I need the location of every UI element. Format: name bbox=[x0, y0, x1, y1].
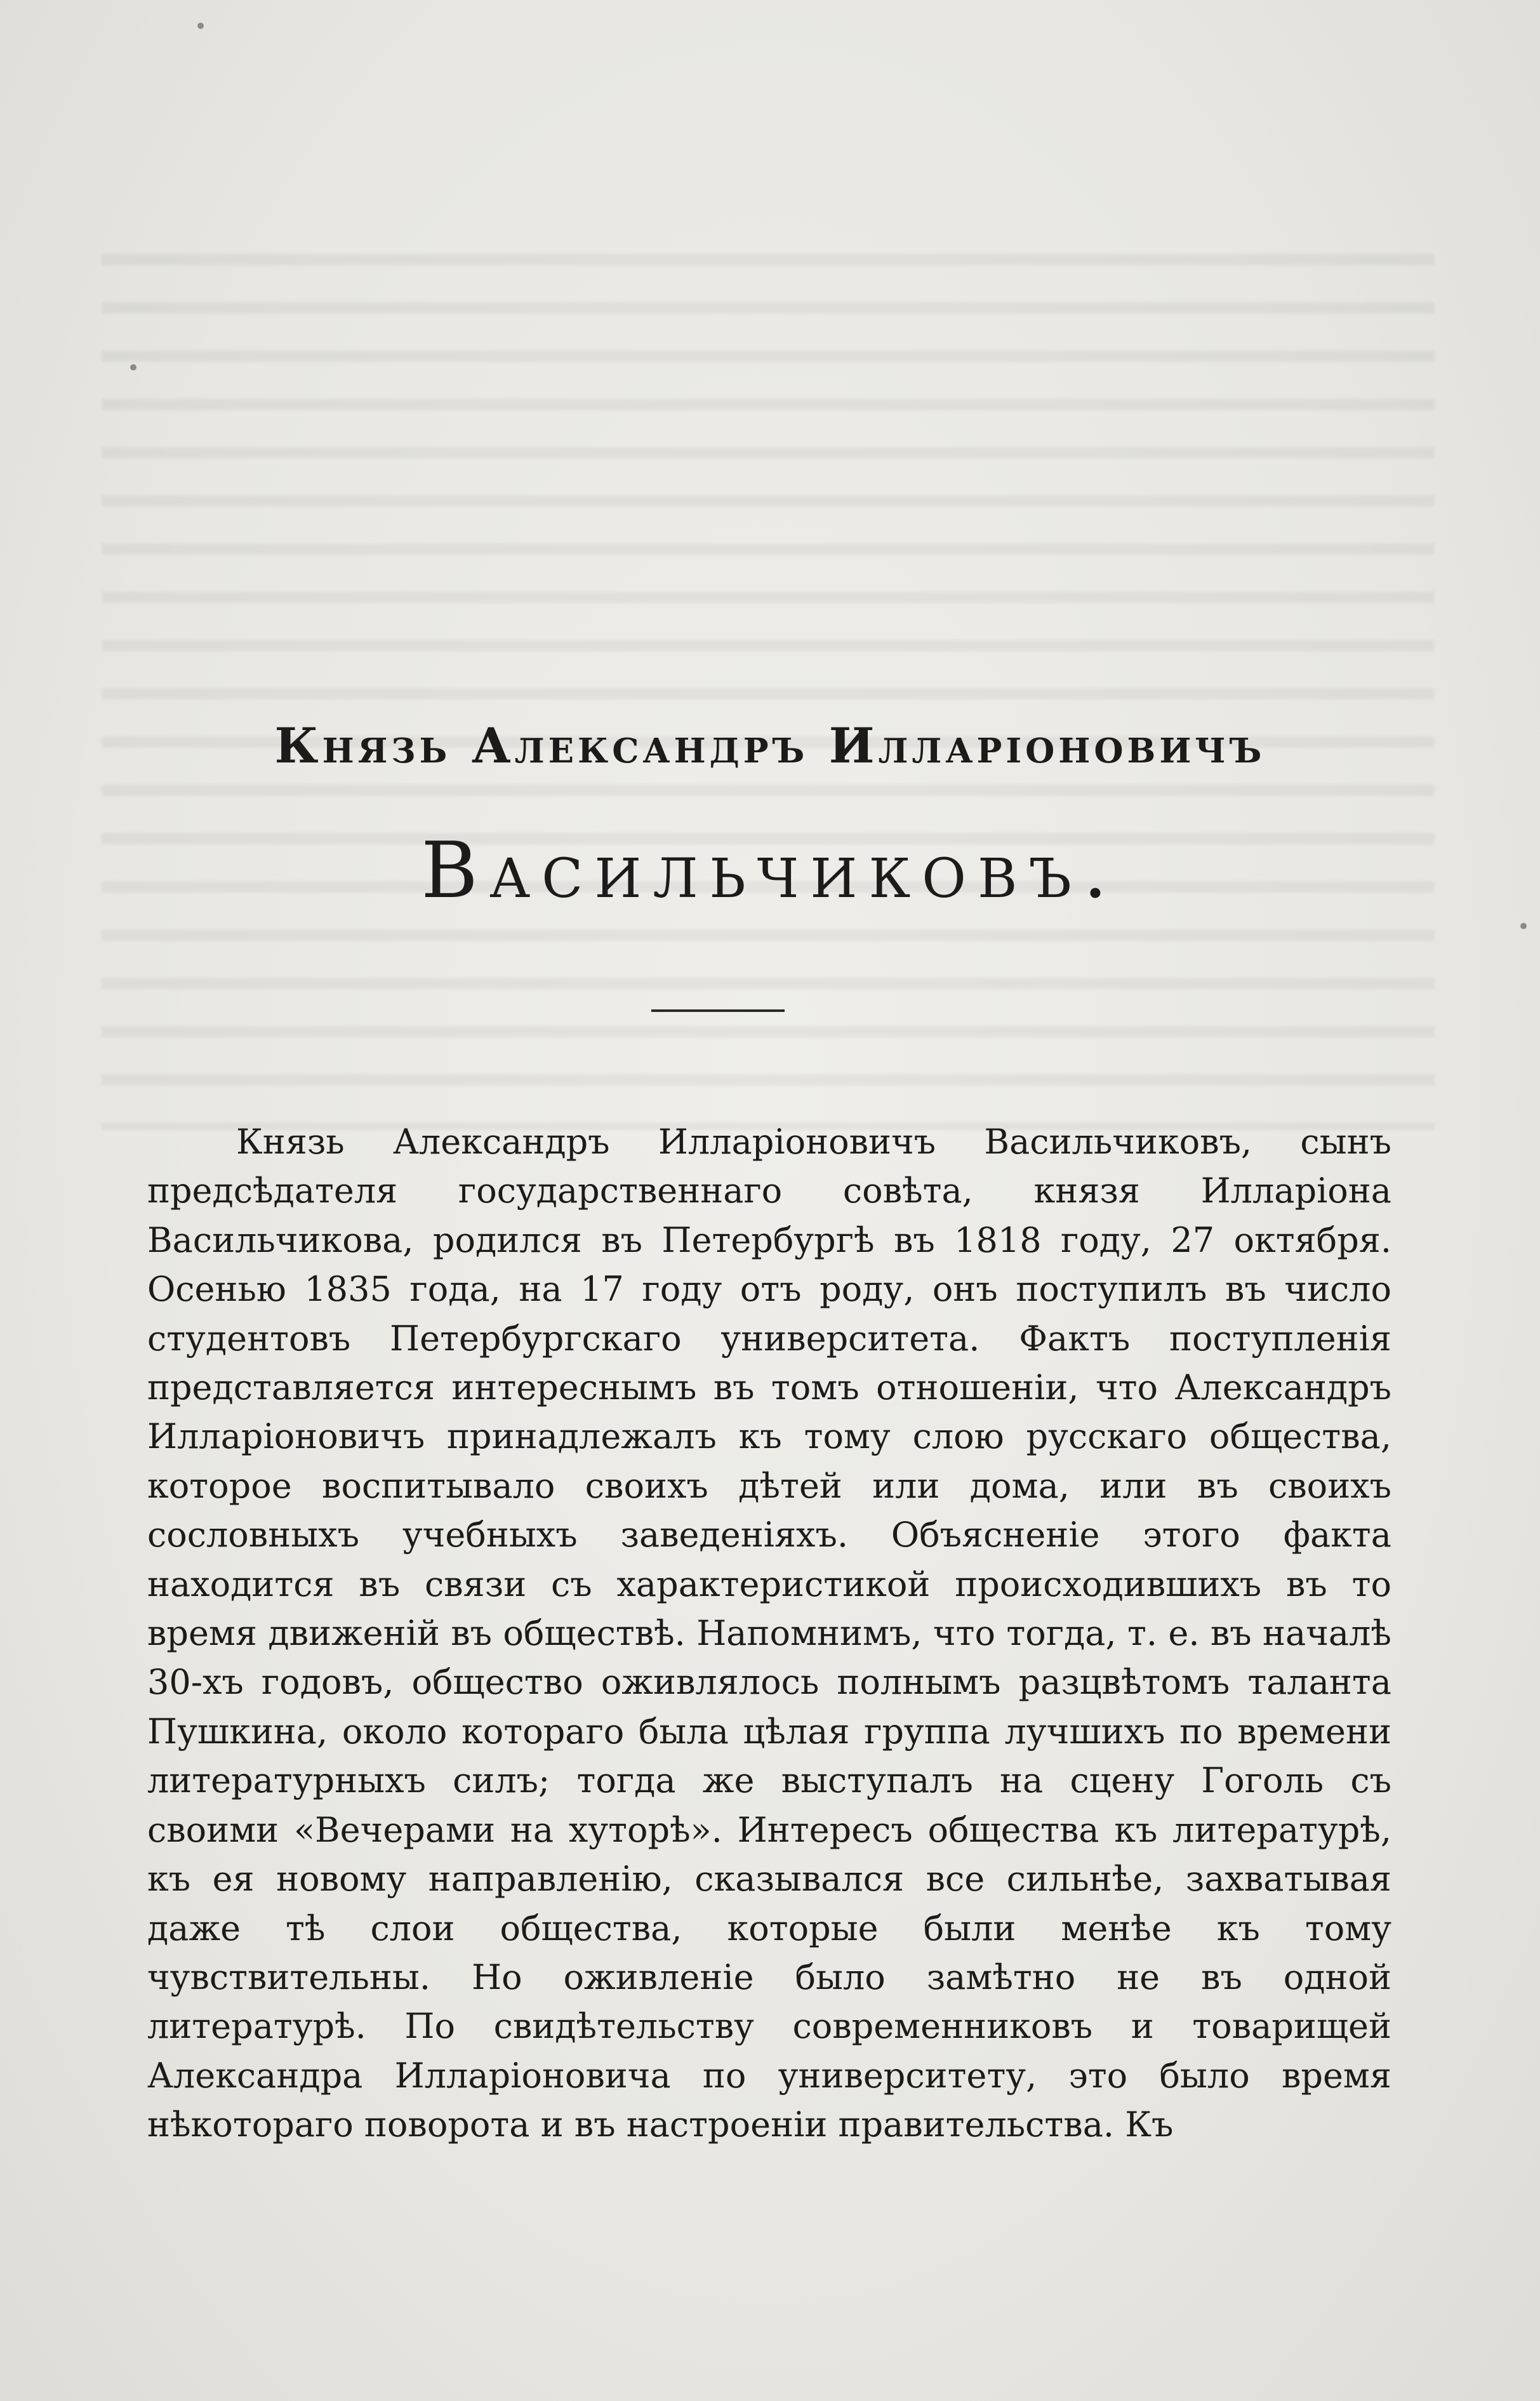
page-speck: • bbox=[127, 356, 140, 381]
title-surname-line: Васильчиковъ. bbox=[421, 825, 1119, 915]
title-divider bbox=[651, 1009, 785, 1012]
page-speck: • bbox=[1517, 914, 1530, 940]
body-paragraph: Князь Александръ Илларіоновичъ Васильчиковъ, сынъ предсѣдателя государственнаго совѣта, князя Илларіона Васильчикова, родился въ Петербургѣ въ 1818 году, 27 октября. Осенью 1835 года, на 17 году отъ роду, онъ поступилъ въ число студентовъ Петербургскаго университета. Фактъ поступленія представляется интереснымъ въ томъ отношеніи, что Александръ Илларіоновичъ принадлежалъ къ тому слою русскаго общества, которое воспитывало своихъ дѣтей или дома, или въ своихъ сословныхъ учебныхъ заведеніяхъ. Объясненіе этого факта находится въ связи съ характеристикой происходившихъ въ то время движеній въ обществѣ. Напомнимъ, что тогда, т. е. въ началѣ 30-хъ годовъ, общество оживлялось полнымъ разцвѣтомъ таланта Пушкина, около котораго была цѣлая группа лучшихъ по времени литературныхъ силъ; тогда же выступалъ на сцену Гоголь съ своими «Вечерами на хуторѣ». Интересъ общества къ литературѣ, къ ея новому направленію, сказывался все сильнѣе, захватывая даже тѣ слои общества, которые были менѣе къ тому чувствительны. Но оживленіе было замѣтно не въ одной литературѣ. По свидѣтельству современниковъ и товарищей Александра Илларіоновича по университету, это было время нѣкотораго поворота и въ настроеніи правительства. Къ bbox=[147, 1122, 1391, 2145]
page-speck: • bbox=[194, 14, 208, 39]
show-through-text bbox=[102, 229, 1435, 1130]
title-name-line: Князь Александръ Илларіоновичъ bbox=[274, 717, 1266, 774]
